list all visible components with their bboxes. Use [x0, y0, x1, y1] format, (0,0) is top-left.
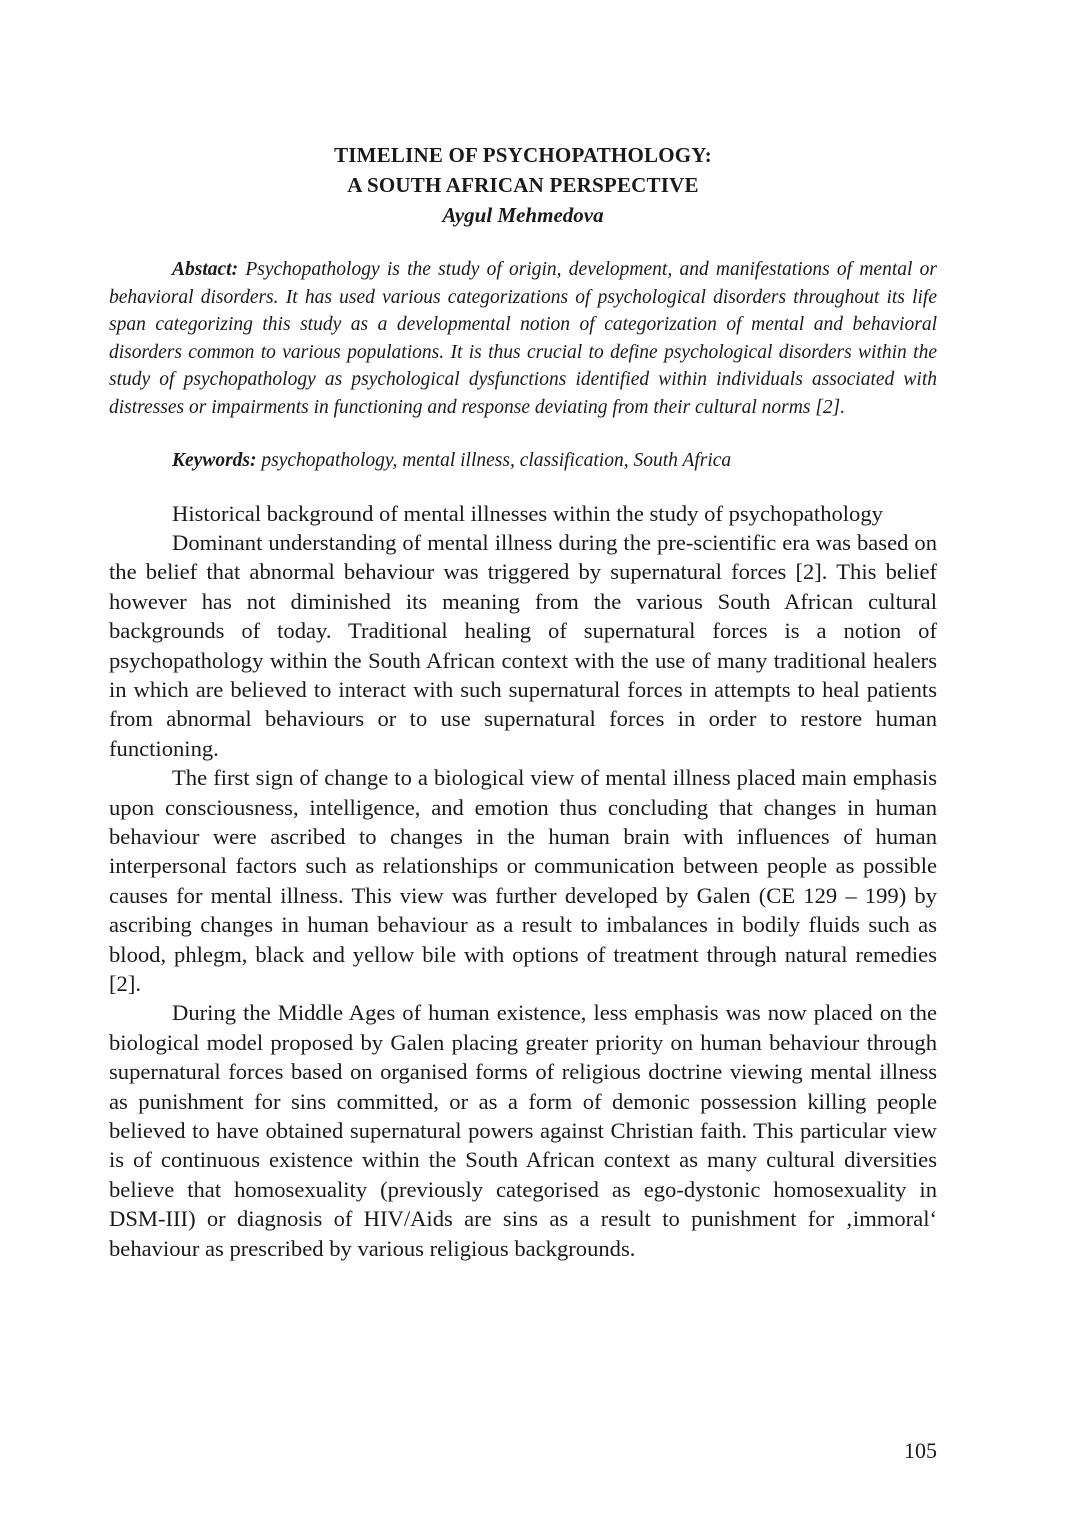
section-heading-historical-background: Historical background of mental illnesses within the study of psychopathology	[172, 500, 883, 526]
abstract-label: Abstact:	[172, 259, 239, 280]
body-text	[109, 499, 937, 1264]
paper-title-line-1: TIMELINE OF PSYCHOPATHOLOGY:	[334, 143, 712, 167]
body-paragraph: Dominant understanding of mental illness during the pre-scientific era was based on the belief that abnormal behaviour was triggered by supernatural forces [2]. This belief however has not diminished its meaning from the various South African cultural backgrounds of today. Traditional healing of supernatural forces is a notion of psychopathology within the South African context with the use of many traditional healers in which are believed to interact with such supernatural forces in attempts to heal patients from abnormal behaviours or to use supernatural forces in order to restore human functioning.	[109, 529, 937, 761]
paper-page	[109, 140, 937, 1263]
abstract	[109, 256, 937, 421]
paper-author: Aygul Mehmedova	[442, 203, 604, 227]
body-paragraph: The first sign of change to a biological view of mental illness placed main emphasis upon consciousness, intelligence, and emotion thus concluding that changes in human behaviour were ascribed to changes in the human brain with influences of human interpersonal factors such as relationships or communication between people as possible causes for mental illness. This view was further developed by Galen (CE 129 – 199) by ascribing changes in human behaviour as a result to imbalances in bodily fluids such as blood, phlegm, black and yellow bile with options of treatment through natural remedies [2].	[109, 765, 937, 996]
keywords-label: Keywords:	[172, 450, 257, 471]
keywords-text: psychopathology, mental illness, classification, South Africa	[256, 450, 732, 471]
page-number: 105	[904, 1438, 937, 1463]
paper-title-line-2: A SOUTH AFRICAN PERSPECTIVE	[347, 173, 699, 197]
body-paragraph: During the Middle Ages of human existence, less emphasis was now placed on the biological model proposed by Galen placing greater priority on human behaviour through supernatural forces based on organised forms of religious doctrine viewing mental illness as punishment for sins committed, or as a form of demonic possession killing people believed to have obtained supernatural powers against Christian faith. This particular view is of continuous existence within the South African context as many cultural diversities believe that homosexuality (previously categorised as ego-dystonic homosexuality in DSM-III) or diagnosis of HIV/Aids are sins as a result to punishment for ‚immoral‘ behaviour as prescribed by various religious backgrounds.	[109, 1000, 937, 1261]
abstract-text: Psychopathology is the study of origin, development, and manifestations of mental or behavioral disorders. It has used various categorizations of psychological disorders throughout its life span categorizing this study as a developmental notion of categorization of mental and behavioral disorders common to various populations. It is thus crucial to define psychological disorders within the study of psychopathology as psychological dysfunctions identified within individuals associated with distresses or impairments in functioning and response deviating from their cultural norms [2].	[109, 259, 937, 418]
keywords	[109, 447, 937, 475]
